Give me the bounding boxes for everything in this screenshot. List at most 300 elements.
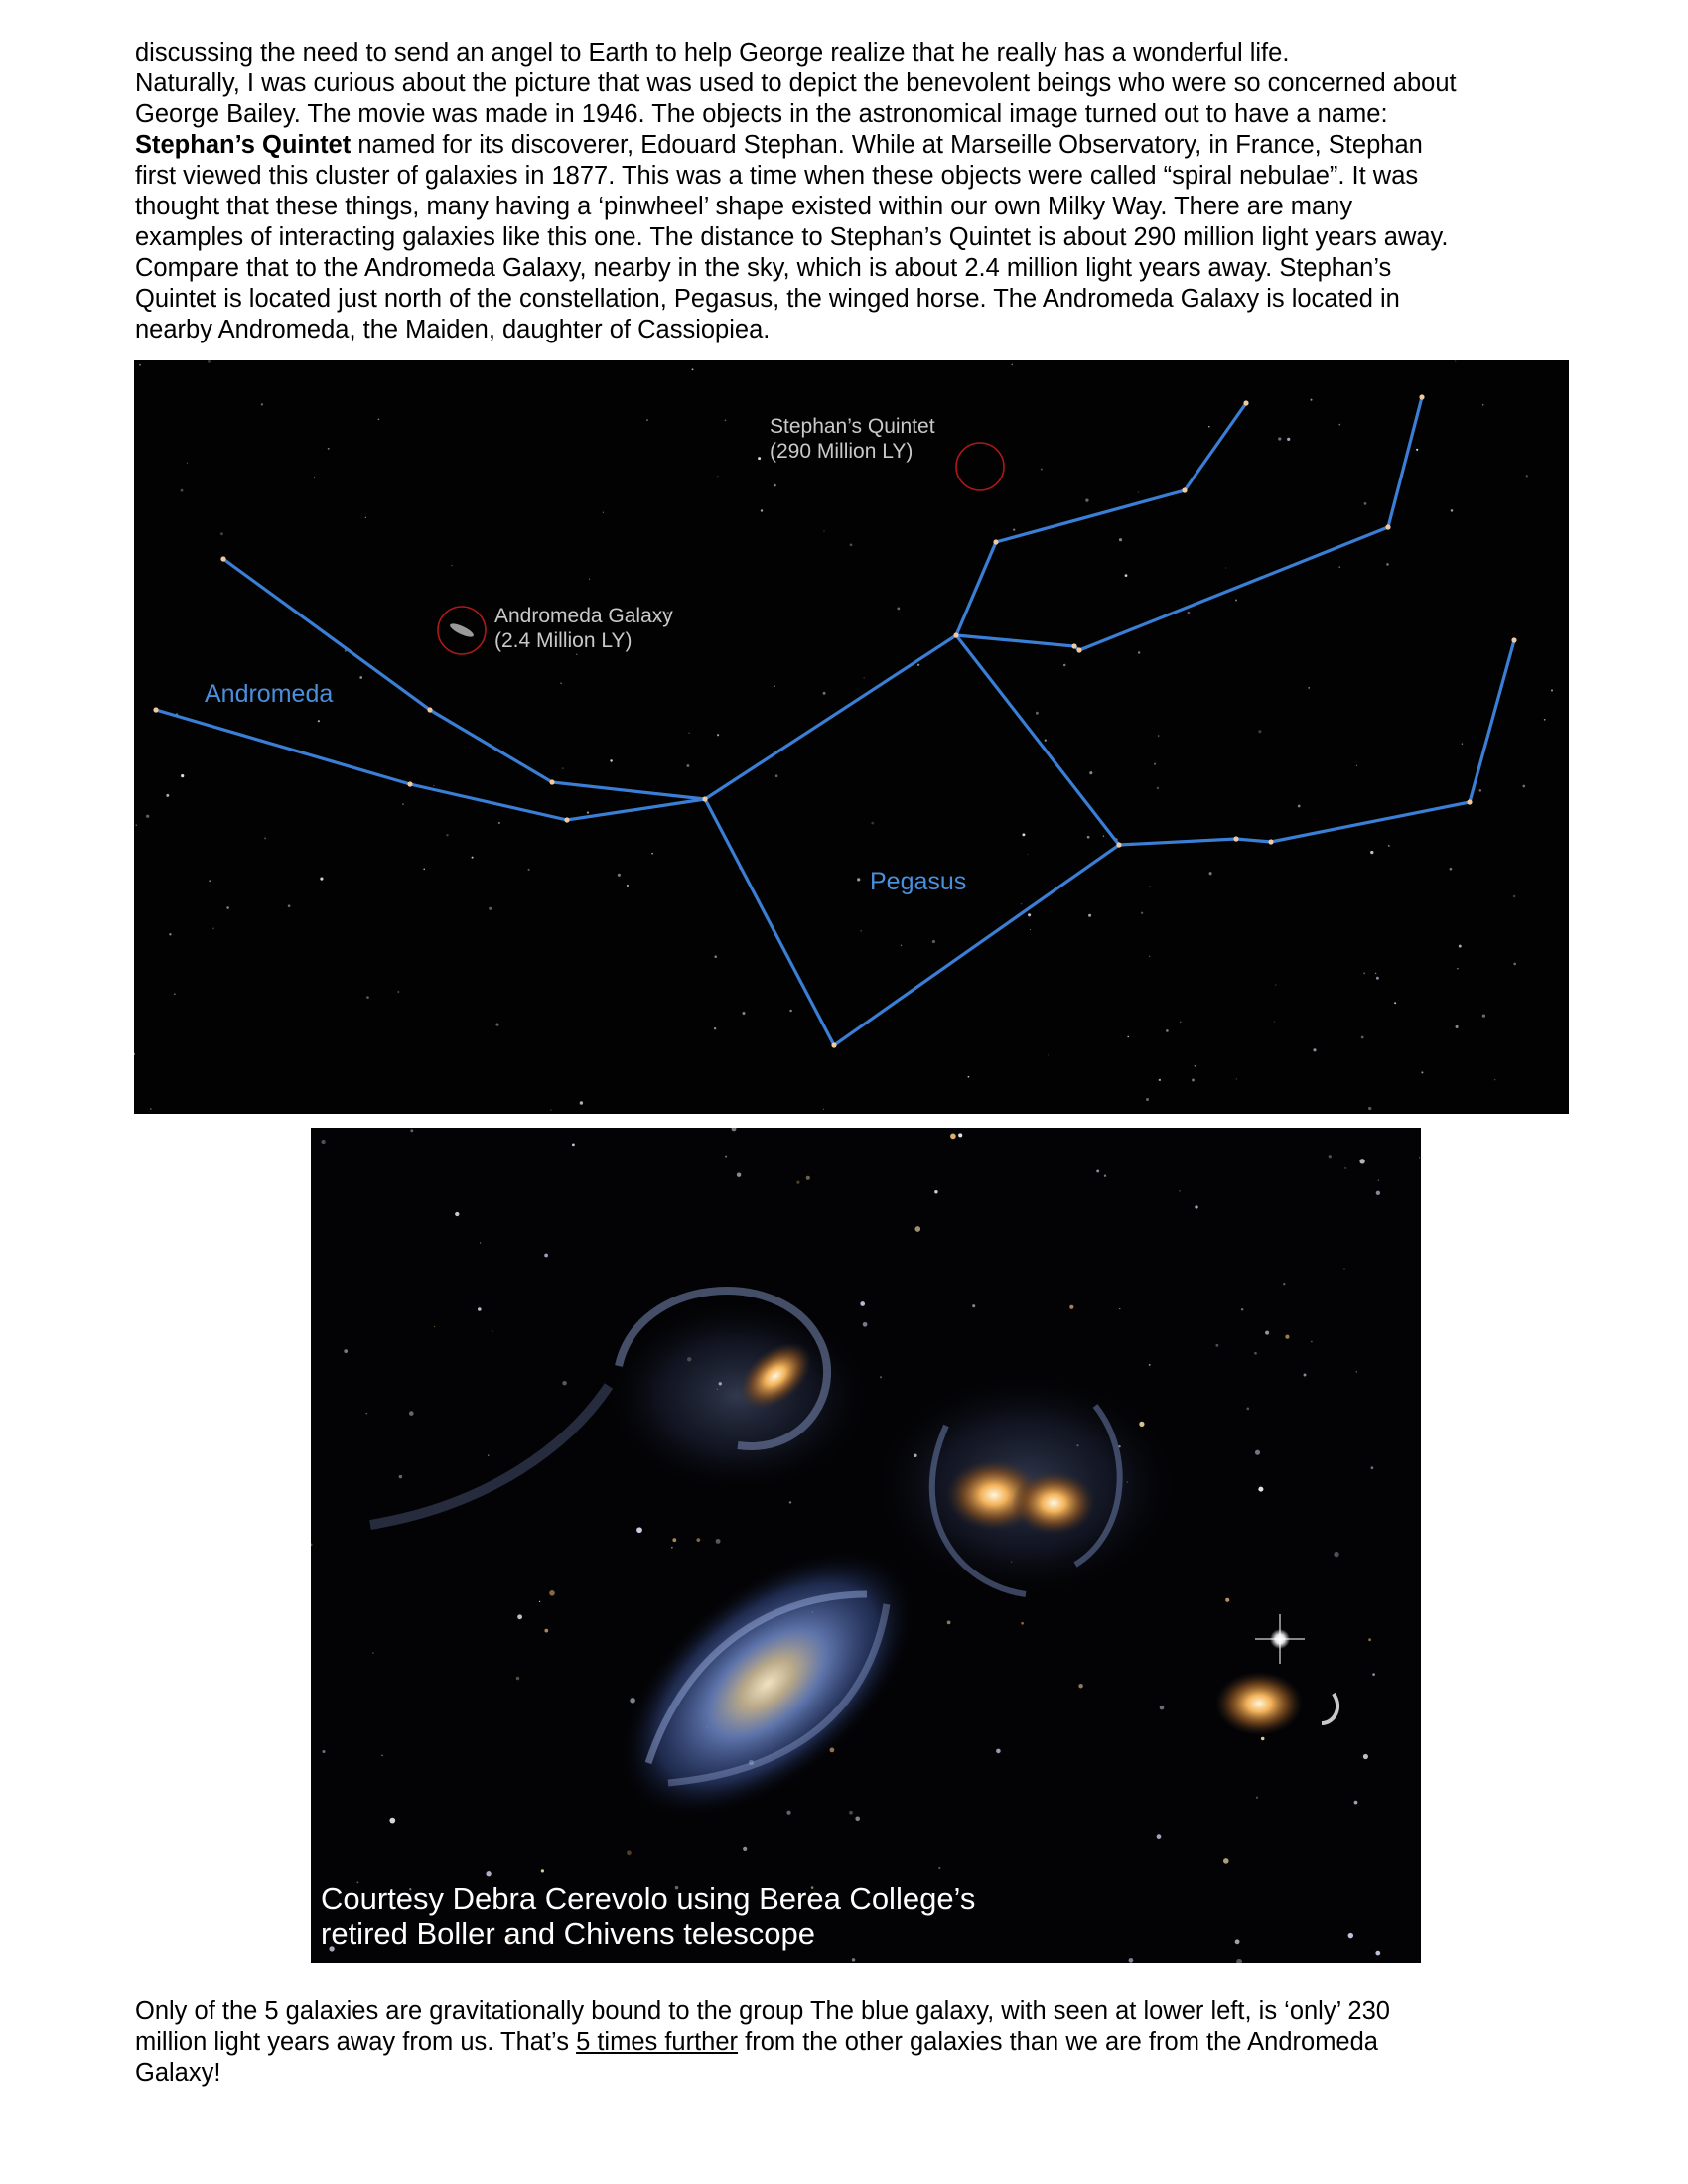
star-dot (968, 1076, 970, 1078)
central-pair-galaxies (877, 1376, 1175, 1594)
star-dot (1344, 1167, 1346, 1169)
star-dot (1368, 1107, 1371, 1110)
star-dot (1141, 912, 1143, 914)
star-dot (743, 1012, 746, 1015)
star-dot (714, 955, 717, 958)
star-dot (1456, 1025, 1459, 1028)
constellation-star (564, 817, 569, 822)
star-dot (871, 822, 874, 825)
star-dot (366, 996, 369, 999)
star-dot (1258, 1487, 1263, 1492)
star-dot (932, 940, 935, 943)
star-dot (136, 824, 138, 826)
text-line (135, 130, 1565, 161)
star-dot (478, 1307, 482, 1311)
star-dot (1157, 787, 1160, 790)
constellation-star (1116, 842, 1121, 847)
star-dot (181, 774, 184, 777)
star-dot (181, 489, 184, 492)
star-dot (378, 418, 380, 420)
star-dot (1376, 977, 1379, 980)
star-dot (1261, 1737, 1265, 1741)
star-dot (562, 1381, 566, 1385)
galaxy-photo-svg (311, 1128, 1421, 1963)
star-dot (1256, 1797, 1258, 1799)
star-dot (996, 1749, 1001, 1754)
constellation-star (1071, 643, 1076, 648)
star-dot (1375, 973, 1377, 975)
constellation-star (993, 539, 998, 544)
star-dot (587, 811, 589, 813)
text-fragment: named for its discoverer, Edouard Stephan. While at Marseille Observatory, in France, Stephan (351, 131, 1423, 159)
star-dot (1371, 1466, 1374, 1469)
star-dot (1285, 1335, 1289, 1339)
star-dot (692, 368, 694, 370)
star-dot (220, 532, 223, 535)
star-dot (402, 803, 404, 805)
star-dot (434, 1326, 435, 1327)
star-dot (1451, 509, 1454, 512)
star-dot (472, 857, 474, 859)
star-dot (1359, 1159, 1364, 1163)
star-dot (1361, 1036, 1364, 1039)
text-line: thought that these things, many having a ‘pinwheel’ shape existed within our own Milky Way. There are many (135, 193, 1353, 220)
star-dot (1028, 913, 1031, 916)
text-line: first viewed this cluster of galaxies in 1877. This was a time when these objects were called “spiral nebulae”. It was (135, 162, 1419, 190)
star-dot (1298, 805, 1301, 808)
constellation-star (549, 779, 554, 784)
star-dot (1157, 1834, 1162, 1839)
star-dot (696, 1538, 700, 1542)
upper-left-galaxy (370, 1291, 867, 1525)
star-dot (1236, 1959, 1242, 1963)
star-dot (1085, 498, 1088, 501)
star-dot (860, 1301, 865, 1306)
constellation-star (1268, 839, 1273, 844)
quintet-bold-name: Stephan’s Quintet (135, 131, 352, 159)
star-dot (576, 654, 577, 655)
star-dot (823, 531, 824, 532)
star-dot (1195, 1065, 1196, 1067)
star-dot (646, 419, 648, 421)
star-dot (498, 822, 500, 824)
star-dot (1283, 1283, 1285, 1285)
star-dot (495, 1024, 498, 1026)
star-dot (672, 1538, 676, 1542)
constellation-star (1243, 400, 1248, 405)
andromeda-galaxy-name-label: Andromeda Galaxy (494, 605, 673, 627)
star-dot (1011, 364, 1013, 366)
star-dot (1494, 1079, 1495, 1080)
quintet-name-label: Stephan’s Quintet (770, 415, 935, 438)
star-dot (1160, 1706, 1165, 1710)
star-dot (636, 1527, 642, 1533)
star-dot (863, 1322, 868, 1327)
star-dot (743, 1847, 747, 1851)
star-dot (850, 543, 853, 546)
star-dot (1368, 1638, 1371, 1641)
star-dot (938, 1867, 940, 1869)
star-dot (1311, 1341, 1312, 1342)
star-dot (480, 1242, 481, 1243)
star-dot (1241, 1308, 1244, 1311)
star-dot (627, 1850, 632, 1855)
constellation-star (153, 707, 158, 712)
star-dot (880, 1376, 882, 1378)
star-dot (1304, 1374, 1307, 1377)
andromeda-constellation-label: Andromeda (205, 680, 334, 708)
star-dot (1078, 1684, 1083, 1689)
star-dot (1364, 502, 1367, 505)
star-dot (1254, 1352, 1257, 1355)
star-dot (1021, 1622, 1024, 1625)
star-dot (1310, 399, 1312, 401)
text-line (135, 2027, 1565, 2058)
star-dot (208, 360, 211, 363)
star-dot (314, 477, 315, 478)
star-dot (399, 1475, 402, 1478)
photo-credit (321, 1881, 975, 1951)
star-dot (589, 579, 590, 580)
constellation-star (1419, 394, 1424, 399)
star-dot (1482, 404, 1484, 406)
star-dot (541, 1869, 544, 1872)
star-dot (758, 457, 761, 460)
constellation-star (1385, 524, 1390, 529)
star-dot (1104, 1175, 1106, 1177)
constellation-star (1511, 637, 1516, 642)
star-dot (849, 1811, 853, 1815)
constellation-star (953, 632, 958, 637)
star-dot (917, 664, 919, 666)
star-dot (544, 1629, 548, 1633)
constellation-star (1076, 647, 1081, 652)
star-dot (972, 1304, 975, 1307)
text-line: Only of the 5 galaxies are gravitationally bound to the group The blue galaxy, with seen at lower left, is ‘only’ 230 (135, 1997, 1390, 2025)
star-dot (1522, 785, 1525, 788)
star-dot (1129, 1958, 1134, 1963)
star-dot (897, 608, 900, 611)
star-dot (1154, 763, 1156, 765)
star-dot (1088, 914, 1091, 917)
star-dot (610, 759, 612, 761)
background-stars (134, 360, 1553, 1111)
constellation-star (1467, 799, 1472, 804)
star-dot (1354, 1801, 1358, 1805)
star-dot (134, 1053, 135, 1055)
star-dot (423, 869, 425, 871)
star-dot (717, 734, 719, 736)
pegasus-leg-line (1119, 640, 1514, 845)
star-dot (1063, 664, 1066, 667)
star-dot (209, 880, 211, 882)
star-dot (516, 1677, 520, 1681)
star-dot (174, 993, 175, 994)
star-dot (1166, 1029, 1169, 1032)
star-dot (1158, 736, 1159, 737)
star-dot (1030, 929, 1031, 930)
star-dot (901, 945, 902, 946)
text-fragment: million light years away from us. That’s (135, 2028, 577, 2056)
star-dot (1513, 895, 1515, 897)
star-dot (328, 448, 330, 450)
star-dot (549, 1590, 555, 1596)
star-dot (1138, 651, 1140, 653)
star-dot (169, 933, 171, 935)
star-dot (725, 419, 727, 421)
star-dot (1159, 1079, 1161, 1081)
pegasus-square (705, 635, 1119, 1045)
star-dot (489, 907, 492, 910)
star-dot (857, 878, 860, 881)
star-dot (572, 1144, 575, 1147)
star-dot (1179, 1190, 1180, 1191)
andromeda-upper-line (223, 559, 705, 799)
star-dot (1308, 687, 1310, 689)
star-dot (550, 1110, 551, 1111)
photo-credit-line: Courtesy Debra Cerevolo using Berea College’s (321, 1881, 976, 1916)
star-dot (1482, 1014, 1485, 1017)
star-dot (603, 512, 604, 513)
star-dot (786, 1811, 790, 1815)
star-dot (789, 1010, 792, 1013)
text-line: examples of interacting galaxies like this one. The distance to Stephan’s Quintet is about 290 million light years away. (135, 223, 1449, 251)
text-line: Naturally, I was curious about the picture that was used to depict the benevolent beings who were so concerned about (135, 69, 1457, 97)
constellation-stars (153, 394, 1516, 1047)
star-dot (562, 767, 563, 768)
star-dot (1313, 1048, 1316, 1051)
star-dot (1356, 765, 1357, 766)
star-dot (320, 878, 323, 881)
star-dot (796, 1181, 799, 1184)
star-dot (1225, 1598, 1229, 1602)
star-dot (212, 927, 214, 929)
star-dot (789, 1501, 791, 1503)
star-dot (389, 1818, 395, 1824)
andromeda-galaxy-distance-label: (2.4 Million LY) (494, 629, 633, 652)
star-dot (1096, 1169, 1099, 1172)
star-dot (446, 834, 448, 836)
star-dot (1045, 739, 1047, 741)
star-dot (398, 991, 400, 993)
quintet-distance-label: (290 Million LY) (770, 440, 914, 463)
star-dot (1378, 1179, 1379, 1180)
star-dot (166, 794, 169, 797)
stephans-quintet-photo (311, 1128, 1421, 1963)
star-dot (1119, 1308, 1120, 1309)
star-dot (1265, 1331, 1269, 1335)
blue-spiral-galaxy (574, 1500, 961, 1868)
star-dot (1338, 566, 1340, 568)
star-dot (1526, 475, 1528, 477)
star-dot (823, 692, 826, 695)
star-chart-svg (134, 360, 1569, 1114)
star-dot (1138, 491, 1139, 492)
star-dot (732, 1128, 737, 1131)
star-dot (651, 853, 653, 855)
star-dot (1274, 1021, 1275, 1022)
star-dot (1375, 1951, 1380, 1956)
star-dot (528, 869, 530, 871)
star-dot (1275, 985, 1276, 986)
star-dot (1125, 574, 1128, 577)
star-dot (1188, 612, 1191, 614)
star-dot (1103, 836, 1104, 837)
stephans-quintet-marker (956, 443, 1004, 490)
star-dot (433, 785, 434, 786)
text-line: Compare that to the Andromeda Galaxy, nearby in the sky, which is about 2.4 million light years away. Stephan’s (135, 254, 1392, 282)
star-dot (1416, 449, 1418, 451)
star-dot (1192, 1079, 1195, 1082)
star-dot (1356, 1371, 1357, 1372)
star-dot (714, 1027, 716, 1029)
star-dot (288, 904, 291, 907)
star-dot (1225, 567, 1226, 568)
star-dot (627, 885, 629, 887)
star-dot (1236, 1078, 1237, 1079)
andromeda-galaxy-image (449, 621, 476, 639)
intro-paragraph (135, 38, 1565, 345)
star-dot (671, 1547, 672, 1548)
star-dot (1338, 424, 1340, 426)
star-dot (1376, 1191, 1380, 1195)
star-dot (1372, 1673, 1375, 1676)
constellation-star (1182, 487, 1187, 492)
star-dot (264, 837, 266, 839)
star-dot (1069, 1305, 1073, 1309)
star-dot (1041, 468, 1043, 470)
star-dot (1246, 1408, 1249, 1411)
star-dot (1287, 438, 1290, 441)
star-dot (1278, 437, 1281, 440)
star-dot (1388, 845, 1390, 847)
star-dot (775, 774, 778, 777)
star-dot (761, 509, 763, 511)
star-dot (1089, 771, 1092, 774)
star-dot (1195, 1205, 1197, 1208)
star-dot (1450, 868, 1453, 871)
text-fragment: from the other galaxies than we are from the Andromeda (738, 2028, 1378, 2056)
star-dot (774, 484, 776, 487)
star-dot (860, 930, 862, 932)
star-dot (717, 476, 718, 477)
star-dot (146, 815, 149, 818)
star-dot (1022, 833, 1025, 836)
star-dot (359, 676, 362, 679)
star-dot (1455, 360, 1456, 361)
star-dot (372, 1652, 373, 1653)
star-dot (1036, 712, 1039, 715)
star-dot (1363, 973, 1365, 975)
star-dot (365, 517, 366, 518)
star-dot (947, 1621, 951, 1625)
star-dot (1513, 963, 1516, 966)
star-dot (618, 874, 621, 877)
star-dot (544, 1254, 548, 1258)
constellation-lines (156, 397, 1514, 1045)
text-line: Galaxy! (135, 2059, 221, 2087)
star-dot (1551, 689, 1553, 691)
star-dot (687, 764, 690, 767)
star-dot (1457, 968, 1458, 969)
constellation-star (702, 796, 707, 801)
star-dot (488, 1454, 490, 1456)
star-dot (1421, 1071, 1423, 1073)
star-dot (517, 1614, 522, 1619)
star-dot (1334, 1552, 1338, 1557)
star-dot (1028, 854, 1029, 855)
andromeda-lower-line (156, 710, 705, 820)
star-dot (1127, 1036, 1128, 1037)
star-dot (1215, 1344, 1218, 1347)
photo-credit-line: retired Boller and Chivens telescope (321, 1916, 815, 1951)
star-dot (950, 1134, 956, 1140)
star-dot (311, 1543, 313, 1546)
constellation-star (1233, 836, 1238, 841)
star-dot (1348, 1933, 1353, 1938)
star-dot (1235, 1939, 1240, 1944)
star-dot (381, 1754, 383, 1756)
star-dot (1235, 600, 1237, 602)
star-dot (1048, 1054, 1049, 1055)
star-dot (774, 686, 775, 687)
star-dot (1180, 1022, 1181, 1023)
star-dot (1329, 1155, 1332, 1158)
star-dot (1087, 836, 1090, 839)
star-dot (737, 1172, 741, 1176)
star-dot (914, 1226, 920, 1232)
star-dot (486, 1871, 491, 1876)
star-dot (852, 1958, 856, 1962)
lower-right-galaxy (1215, 1672, 1337, 1735)
star-dot (366, 1413, 367, 1414)
star-dot (823, 1109, 824, 1110)
star-dot (1149, 1364, 1151, 1366)
star-dot (716, 1539, 721, 1544)
star-dot (1386, 563, 1389, 566)
star-dot (261, 403, 263, 405)
star-dot (934, 1190, 937, 1193)
star-dot (560, 682, 562, 684)
constellation-star (407, 781, 412, 786)
star-dot (1146, 1098, 1149, 1101)
text-line: Quintet is located just north of the constellation, Pegasus, the winged horse. The Andromeda Galaxy is located in (135, 285, 1400, 313)
star-dot (1149, 886, 1150, 887)
star-dot (344, 1349, 348, 1353)
star-dot (1419, 1157, 1420, 1158)
star-dot (1021, 903, 1022, 904)
star-dot (451, 565, 452, 566)
photo-field-stars (311, 1128, 1420, 1963)
star-dot (150, 1108, 152, 1110)
star-dot (725, 1156, 727, 1158)
pegasus-constellation-label: Pegasus (870, 868, 967, 895)
star-dot (863, 677, 864, 678)
constellation-star-chart (134, 360, 1569, 1114)
star-dot (855, 1817, 860, 1822)
star-dot (322, 1750, 325, 1753)
star-dot (806, 1176, 810, 1180)
star-dot (958, 1133, 962, 1137)
underlined-phrase: 5 times further (576, 2028, 739, 2056)
star-dot (1459, 945, 1462, 948)
star-dot (580, 1101, 583, 1104)
star-dot (1208, 426, 1210, 428)
star-dot (410, 1129, 413, 1132)
star-dot (318, 720, 320, 722)
constellation-star (427, 707, 432, 712)
star-dot (1544, 719, 1546, 721)
